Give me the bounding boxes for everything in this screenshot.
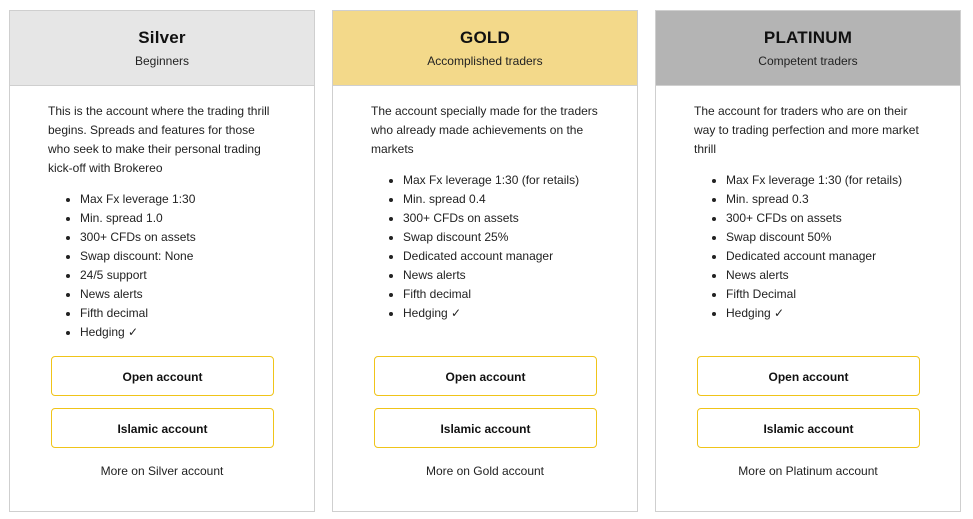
islamic-account-button[interactable]: Islamic account xyxy=(374,408,597,448)
feature-item: Max Fx leverage 1:30 xyxy=(66,190,292,209)
more-on-silver-link[interactable]: More on Silver account xyxy=(100,464,224,478)
feature-list xyxy=(694,171,938,323)
feature-list xyxy=(48,190,292,342)
feature-item: Swap discount: None xyxy=(66,247,292,266)
feature-item: Min. spread 0.4 xyxy=(389,190,615,209)
feature-item: Swap discount 25% xyxy=(389,228,615,247)
feature-item: Min. spread 1.0 xyxy=(66,209,292,228)
feature-list xyxy=(371,171,615,323)
plan-header xyxy=(10,11,314,86)
feature-item: Hedging ✓ xyxy=(712,304,938,323)
plan-description: The account for traders who are on their way to trading perfection and more market thrill xyxy=(694,104,919,156)
feature-item: Max Fx leverage 1:30 (for retails) xyxy=(389,171,615,190)
feature-item: 300+ CFDs on assets xyxy=(66,228,292,247)
feature-item: Min. spread 0.3 xyxy=(712,190,938,209)
feature-item: Dedicated account manager xyxy=(389,247,615,266)
islamic-account-button[interactable]: Islamic account xyxy=(697,408,920,448)
plan-tagline: Beginners xyxy=(134,54,190,68)
plan-description: This is the account where the trading thrill begins. Spreads and features for those who seek to make their personal trading kick-off with Brokereo xyxy=(48,104,270,175)
plan-name: Silver xyxy=(138,28,186,47)
plan-description: The account specially made for the traders who already made achievements on the markets xyxy=(371,104,598,156)
plan-header xyxy=(333,11,637,86)
feature-item: Fifth decimal xyxy=(66,304,292,323)
feature-item: 300+ CFDs on assets xyxy=(712,209,938,228)
open-account-button[interactable]: Open account xyxy=(374,356,597,396)
plan-header xyxy=(656,11,960,86)
feature-item: News alerts xyxy=(712,266,938,285)
plan-name: PLATINUM xyxy=(763,28,853,47)
plan-body xyxy=(333,86,637,323)
feature-item: Hedging ✓ xyxy=(389,304,615,323)
feature-item: News alerts xyxy=(66,285,292,304)
more-on-platinum-link[interactable]: More on Platinum account xyxy=(738,464,878,478)
plan-name: GOLD xyxy=(460,28,510,47)
plan-tagline: Accomplished traders xyxy=(427,54,543,68)
feature-item: Fifth Decimal xyxy=(712,285,938,304)
plan-body xyxy=(656,86,960,323)
plan-body xyxy=(10,86,314,342)
feature-item: Hedging ✓ xyxy=(66,323,292,342)
plan-card-silver xyxy=(9,10,315,512)
plan-card-platinum xyxy=(655,10,961,512)
feature-item: News alerts xyxy=(389,266,615,285)
feature-item: Max Fx leverage 1:30 (for retails) xyxy=(712,171,938,190)
feature-item: Dedicated account manager xyxy=(712,247,938,266)
more-on-gold-link[interactable]: More on Gold account xyxy=(425,464,545,478)
feature-item: 300+ CFDs on assets xyxy=(389,209,615,228)
plan-card-gold xyxy=(332,10,638,512)
islamic-account-button[interactable]: Islamic account xyxy=(51,408,274,448)
open-account-button[interactable]: Open account xyxy=(697,356,920,396)
open-account-button[interactable]: Open account xyxy=(51,356,274,396)
feature-item: Swap discount 50% xyxy=(712,228,938,247)
feature-item: Fifth decimal xyxy=(389,285,615,304)
plan-tagline: Competent traders xyxy=(758,54,858,68)
feature-item: 24/5 support xyxy=(66,266,292,285)
